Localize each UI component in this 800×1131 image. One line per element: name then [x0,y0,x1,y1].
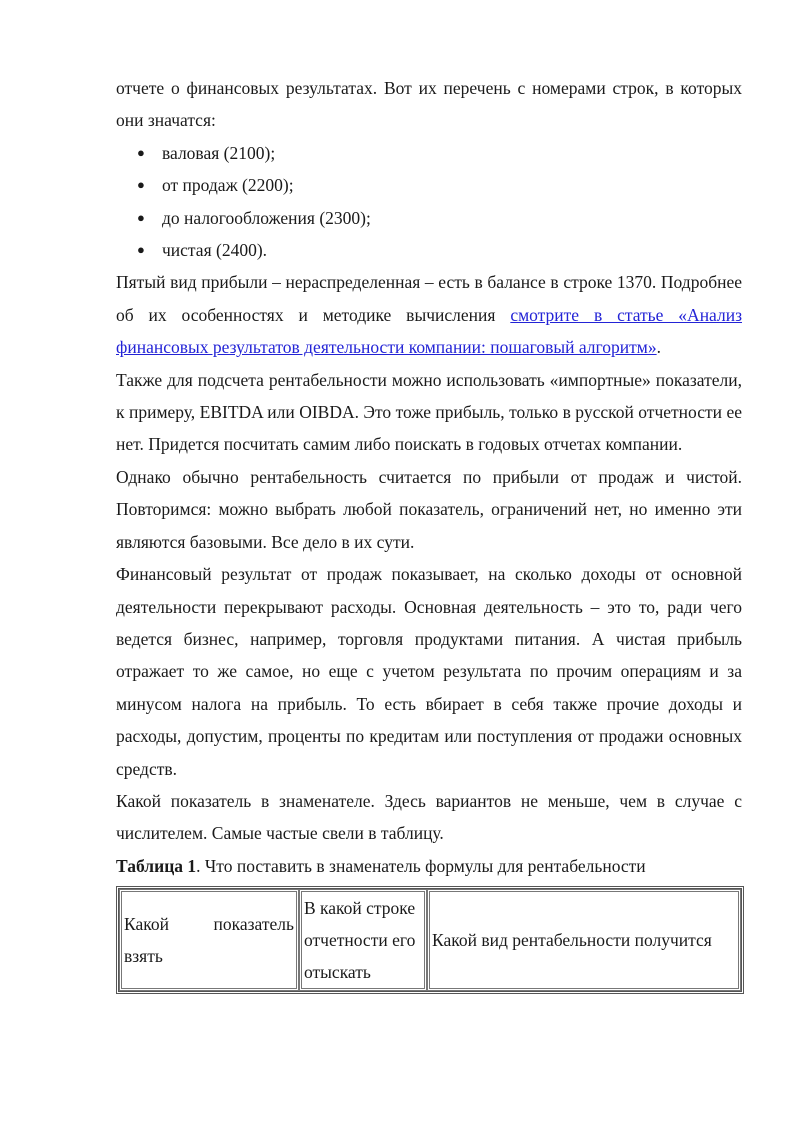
list-item: ● чистая (2400). [116,234,742,266]
paragraph-profit-types-intro: отчете о финансовых результатах. Вот их перечень с номерами строк, в которых они значатся: [116,78,742,131]
header-indicator: Какой показатель взять [119,889,299,991]
paragraph-denominator: Какой показатель в знаменателе. Здесь вариантов не меньше, чем в случае с числителем. Самые частые свели в таблицу. [116,790,742,844]
list-item: ● от продаж (2200); [116,169,742,201]
table-header-row [119,889,741,991]
bullet-icon: ● [137,177,145,193]
table-caption: Таблица 1. Что поставить в знаменатель формулы для рентабельности [116,855,646,876]
document-body [116,72,742,994]
article-link[interactable]: смотрите в статье «Анализ финансовых результатов деятельности компании: пошаговый алгоритм» [116,304,742,358]
profit-types-list [116,137,742,267]
list-item: ● до налогообложения (2300); [116,202,742,234]
denominator-table [116,886,744,994]
bullet-icon: ● [137,209,145,225]
paragraph-retained-earnings: Пятый вид прибыли – нераспределенная – есть в балансе в строке 1370. Подробнее об их особенностях и методике вычисления смотрите в статье «Анализ финансовых результатов деятельности компании: пошаговый алгоритм». [116,272,742,358]
paragraph-imported-indicators: Также для подсчета рентабельности можно использовать «импортные» показатели, к примеру, EBITDA или OIBDA. Это тоже прибыль, только в русской отчетности ее нет. Придется посчитать самим либо поискать в годовых отчетах компании. [116,369,742,455]
paragraph-sales-vs-net: Финансовый результат от продаж показывает, на сколько доходы от основной деятельности перекрывают расходы. Основная деятельность – это то, ради чего ведется бизнес, например, торговля продуктами питания. А чистая прибыль отражает то же самое, но еще с учетом результата по прочим операциям и за минусом налога на прибыль. То есть вбирает в себя также прочие доходы и расходы, допустим, проценты по кредитам или поступления от продажи основных средств. [116,564,742,779]
header-profitability-type: Какой вид рентабельности получится [427,889,741,991]
list-item: ● валовая (2100); [116,137,742,169]
bullet-icon: ● [137,144,145,160]
header-report-line: В какой строке отчетности его отыскать [299,889,427,991]
bullet-icon: ● [137,242,145,258]
paragraph-basic-indicators: Однако обычно рентабельность считается по прибыли от продаж и чистой. Повторимся: можно выбрать любой показатель, ограничений нет, но именно эти являются базовыми. Все дело в их сути. [116,466,742,552]
